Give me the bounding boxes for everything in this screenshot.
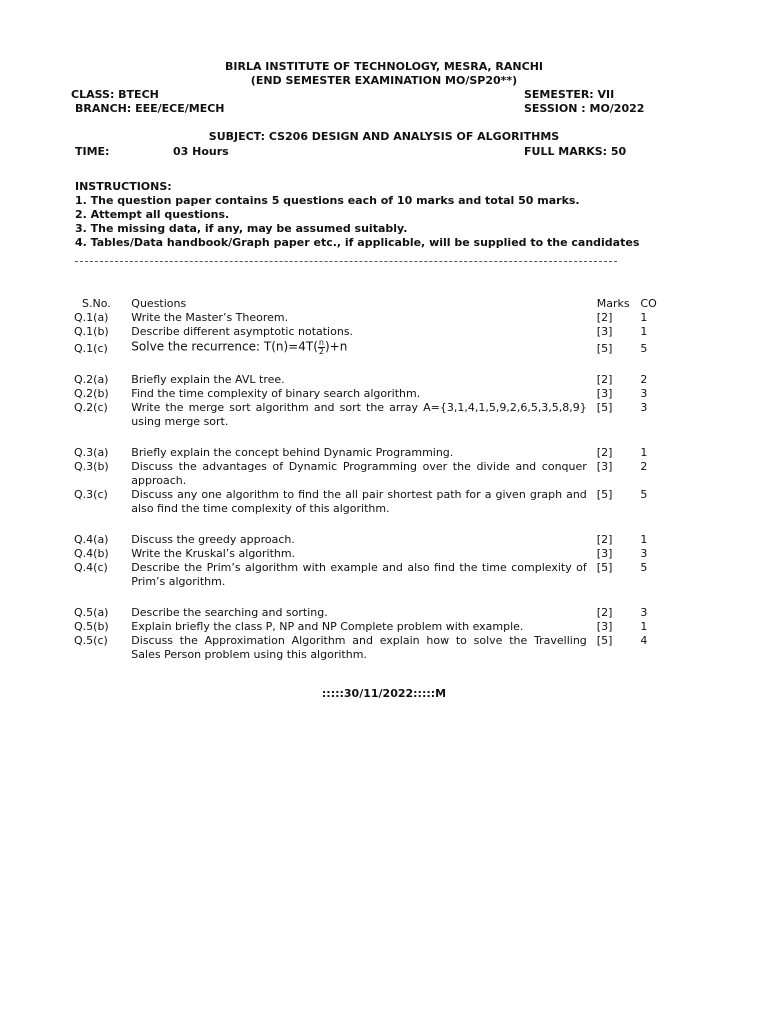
row-spacer — [74, 429, 670, 446]
time-label: TIME: — [75, 145, 110, 158]
header-questions: Questions — [131, 297, 187, 310]
question-co: 2 — [640, 373, 648, 386]
table-row — [74, 311, 670, 325]
question-co: 1 — [640, 311, 648, 324]
question-text: Write the merge sort algorithm and sort the array A={3,1,4,1,5,9,2,6,5,3,5,8,9} using merge sort. — [131, 401, 587, 428]
question-text: Discuss the Approximation Algorithm and explain how to solve the Travelling Sales Person problem using this algorithm. — [131, 634, 587, 661]
question-marks: [2] — [596, 533, 613, 546]
question-text: Write the Master’s Theorem. — [131, 311, 289, 324]
table-row — [74, 634, 670, 662]
header-marks: Marks — [596, 297, 630, 310]
table-row — [74, 387, 670, 401]
question-marks: [2] — [596, 446, 613, 459]
institute-name: BIRLA INSTITUTE OF TECHNOLOGY, MESRA, RANCHI — [225, 60, 543, 73]
question-co: 5 — [640, 342, 648, 355]
question-text: Describe the searching and sorting. — [131, 606, 328, 619]
question-co: 1 — [640, 325, 648, 338]
question-number: Q.5(a) — [74, 606, 109, 619]
instruction-item: 2. Attempt all questions. — [75, 208, 230, 221]
question-number: Q.3(a) — [74, 446, 109, 459]
footer-date: :::::30/11/2022:::::M — [321, 687, 447, 700]
row-spacer — [74, 516, 670, 533]
exam-title: (END SEMESTER EXAMINATION MO/SP20**) — [250, 74, 518, 87]
row-spacer — [74, 589, 670, 606]
question-number: Q.4(c) — [74, 561, 108, 574]
table-row — [74, 446, 670, 460]
question-marks: [5] — [596, 634, 613, 647]
table-row — [74, 339, 670, 356]
table-row — [74, 561, 670, 589]
recurrence-text: Solve the recurrence: T(n)=4T( — [131, 339, 318, 354]
question-marks: [5] — [596, 561, 613, 574]
question-co: 1 — [640, 446, 648, 459]
branch-label: BRANCH: EEE/ECE/MECH — [75, 102, 225, 115]
question-marks: [3] — [596, 547, 613, 560]
subject-title: SUBJECT: CS206 DESIGN AND ANALYSIS OF ALGORITHMS — [208, 130, 560, 143]
questions-table — [74, 297, 670, 662]
question-number: Q.5(b) — [74, 620, 109, 633]
table-row — [74, 620, 670, 634]
question-text: Find the time complexity of binary search algorithm. — [131, 387, 421, 400]
question-text: Briefly explain the concept behind Dynamic Programming. — [131, 446, 454, 459]
table-row — [74, 606, 670, 620]
question-marks: [3] — [596, 460, 613, 473]
question-number: Q.2(a) — [74, 373, 109, 386]
session-label: SESSION : MO/2022 — [524, 102, 645, 115]
question-marks: [3] — [596, 387, 613, 400]
table-row — [74, 325, 670, 339]
question-co: 3 — [640, 401, 648, 414]
question-number: Q.4(a) — [74, 533, 109, 546]
question-marks: [2] — [596, 606, 613, 619]
question-text: Explain briefly the class P, NP and NP Complete problem with example. — [131, 620, 524, 633]
question-marks: [5] — [596, 488, 613, 501]
question-marks: [5] — [596, 401, 613, 414]
table-header-row — [74, 297, 670, 311]
question-co: 3 — [640, 387, 648, 400]
question-marks: [5] — [596, 342, 613, 355]
question-text: Discuss the advantages of Dynamic Programming over the divide and conquer approach. — [131, 460, 587, 487]
question-marks: [3] — [596, 325, 613, 338]
question-text: Describe different asymptotic notations. — [131, 325, 354, 338]
question-co: 3 — [640, 606, 648, 619]
time-value: 03 Hours — [173, 145, 229, 158]
question-co: 1 — [640, 620, 648, 633]
instruction-item: 1. The question paper contains 5 questions each of 10 marks and total 50 marks. — [75, 194, 580, 207]
table-row — [74, 488, 670, 516]
full-marks: FULL MARKS: 50 — [524, 145, 627, 158]
question-text: Briefly explain the AVL tree. — [131, 373, 285, 386]
fraction-denominator: 2 — [318, 347, 324, 356]
question-co: 2 — [640, 460, 648, 473]
question-co: 5 — [640, 561, 648, 574]
dashed-divider — [75, 261, 617, 262]
question-number: Q.5(c) — [74, 634, 108, 647]
question-co: 3 — [640, 547, 648, 560]
recurrence-tail: )+n — [324, 339, 348, 354]
question-text — [131, 339, 597, 356]
row-spacer — [74, 356, 670, 373]
table-row — [74, 533, 670, 547]
table-row — [74, 373, 670, 387]
question-text: Discuss any one algorithm to find the all pair shortest path for a given graph and also find the time complexity of this algorithm. — [131, 488, 587, 515]
table-row — [74, 460, 670, 488]
question-number: Q.3(c) — [74, 488, 108, 501]
instruction-item: 4. Tables/Data handbook/Graph paper etc., if applicable, will be supplied to the candidates — [75, 236, 640, 249]
semester-label: SEMESTER: VII — [524, 88, 615, 101]
question-text: Discuss the greedy approach. — [131, 533, 295, 546]
question-marks: [2] — [596, 373, 613, 386]
header-co: CO — [640, 297, 657, 310]
instructions-title: INSTRUCTIONS: — [75, 180, 172, 193]
question-number: Q.2(b) — [74, 387, 109, 400]
question-co: 1 — [640, 533, 648, 546]
question-number: Q.3(b) — [74, 460, 109, 473]
question-number: Q.2(c) — [74, 401, 108, 414]
table-row — [74, 547, 670, 561]
question-text: Describe the Prim’s algorithm with example and also find the time complexity of Prim’s algorithm. — [131, 561, 587, 588]
question-number: Q.4(b) — [74, 547, 109, 560]
question-marks: [3] — [596, 620, 613, 633]
question-co: 4 — [640, 634, 648, 647]
fraction-numerator: n — [318, 338, 324, 347]
question-number: Q.1(a) — [74, 311, 109, 324]
fraction — [318, 339, 325, 356]
question-co: 5 — [640, 488, 648, 501]
question-number: Q.1(b) — [74, 325, 109, 338]
question-text: Write the Kruskal’s algorithm. — [131, 547, 296, 560]
header-sno: S.No. — [82, 297, 111, 310]
table-row — [74, 401, 670, 429]
class-label: CLASS: BTECH — [71, 88, 159, 101]
question-marks: [2] — [596, 311, 613, 324]
question-number: Q.1(c) — [74, 342, 108, 355]
instruction-item: 3. The missing data, if any, may be assumed suitably. — [75, 222, 408, 235]
